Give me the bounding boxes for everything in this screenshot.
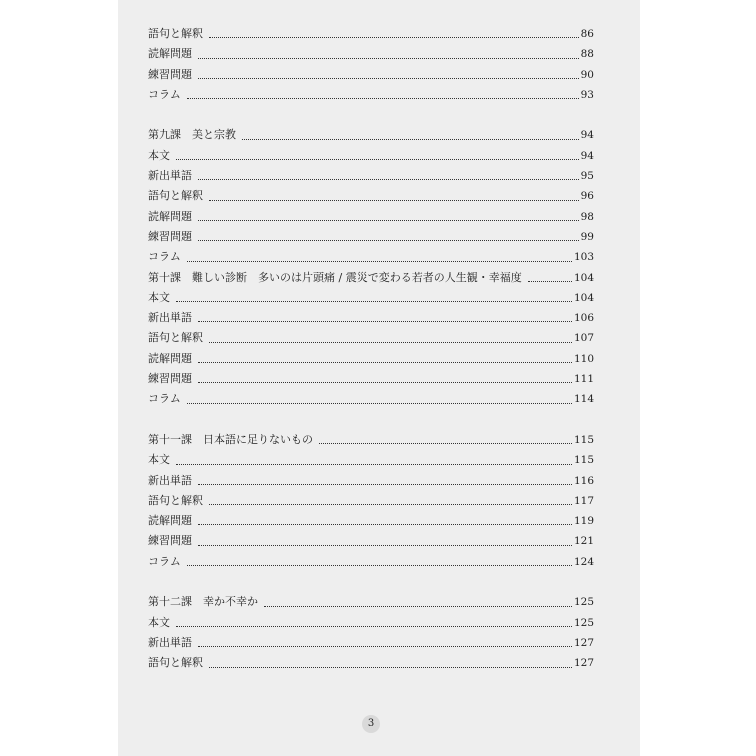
toc-entry-title: 第十二課 幸か不幸か xyxy=(148,595,258,609)
leader-dots xyxy=(176,464,572,465)
toc-entry-title: 読解問題 xyxy=(148,351,192,365)
toc-entry xyxy=(148,85,594,105)
toc-entry xyxy=(148,552,594,572)
toc-entry xyxy=(148,328,594,348)
toc-entry xyxy=(148,430,594,450)
toc-entry-title: 読解問題 xyxy=(148,514,192,528)
leader-dots xyxy=(198,240,579,241)
toc-entry-page: 111 xyxy=(573,373,594,386)
toc-entry-title: 本文 xyxy=(148,453,170,467)
toc-entry-page: 106 xyxy=(573,312,594,325)
toc-entry-title: 語句と解釈 xyxy=(148,493,203,507)
toc-entry-title: コラム xyxy=(148,554,181,568)
toc-entry-title: 新出単語 xyxy=(148,635,192,649)
leader-dots xyxy=(319,443,572,444)
toc-entry-title: 練習問題 xyxy=(148,229,192,243)
leader-dots xyxy=(209,342,572,343)
toc-entry-page: 125 xyxy=(573,596,594,609)
toc-entry-title: 語句と解釈 xyxy=(148,656,203,670)
toc-entry-title: 練習問題 xyxy=(148,67,192,81)
toc-entry-page: 104 xyxy=(573,291,594,304)
toc-entry-page: 86 xyxy=(580,28,594,40)
toc-entry xyxy=(148,186,594,206)
toc-entry xyxy=(148,653,594,673)
toc-entry xyxy=(148,65,594,85)
toc-entry-title: コラム xyxy=(148,87,181,101)
toc-entry-page: 115 xyxy=(573,454,594,467)
leader-dots xyxy=(209,37,579,38)
toc-entry-title: 語句と解釈 xyxy=(148,27,203,40)
leader-dots xyxy=(198,646,572,647)
toc-entry-title: 読解問題 xyxy=(148,47,192,61)
toc-entry-page: 127 xyxy=(573,636,594,649)
leader-dots xyxy=(187,565,572,566)
toc-entry xyxy=(148,633,594,653)
toc-entry xyxy=(148,125,594,145)
toc-entry xyxy=(148,44,594,64)
toc-entry xyxy=(148,146,594,166)
leader-dots xyxy=(198,58,579,59)
toc-entry xyxy=(148,450,594,470)
toc-entry-page: 119 xyxy=(573,515,594,528)
toc-entry-page: 127 xyxy=(573,657,594,670)
toc-entry-page: 90 xyxy=(580,68,594,81)
leader-dots xyxy=(198,179,579,180)
page-number: 3 xyxy=(362,715,380,733)
leader-dots xyxy=(198,382,572,383)
leader-dots xyxy=(264,606,572,607)
toc-entry-title: 新出単語 xyxy=(148,169,192,183)
toc-entry-title: コラム xyxy=(148,392,181,406)
toc-entry-page: 96 xyxy=(580,190,594,203)
leader-dots xyxy=(176,626,572,627)
leader-dots xyxy=(528,281,572,282)
leader-dots xyxy=(198,545,572,546)
toc-entry xyxy=(148,247,594,267)
toc-entry xyxy=(148,613,594,633)
toc-entry-title: 本文 xyxy=(148,148,170,162)
toc-entry-title: 語句と解釈 xyxy=(148,189,203,203)
table-of-contents xyxy=(148,24,594,674)
toc-entry-title: 本文 xyxy=(148,615,170,629)
toc-entry-page: 94 xyxy=(580,129,594,142)
toc-entry-page: 114 xyxy=(573,393,594,406)
toc-entry-page: 88 xyxy=(580,48,594,61)
section-spacer xyxy=(148,572,594,592)
leader-dots xyxy=(187,98,579,99)
leader-dots xyxy=(209,504,572,505)
toc-entry xyxy=(148,389,594,409)
toc-entry xyxy=(148,491,594,511)
leader-dots xyxy=(187,261,572,262)
toc-entry-page: 93 xyxy=(580,88,594,101)
toc-entry-title: 練習問題 xyxy=(148,372,192,386)
toc-entry xyxy=(148,227,594,247)
toc-entry-title: 新出単語 xyxy=(148,473,192,487)
toc-entry-title: 第十一課 日本語に足りないもの xyxy=(148,432,313,446)
toc-entry xyxy=(148,308,594,328)
toc-entry xyxy=(148,166,594,186)
toc-entry-page: 95 xyxy=(580,170,594,183)
toc-entry-title: 第九課 美と宗教 xyxy=(148,128,236,142)
toc-entry-page: 98 xyxy=(580,210,594,223)
toc-entry xyxy=(148,288,594,308)
leader-dots xyxy=(209,200,579,201)
toc-entry xyxy=(148,268,594,288)
toc-entry xyxy=(148,349,594,369)
toc-entry xyxy=(148,531,594,551)
leader-dots xyxy=(187,403,572,404)
toc-entry-page: 125 xyxy=(573,616,594,629)
toc-entry-page: 124 xyxy=(573,555,594,568)
toc-entry-page: 115 xyxy=(573,433,594,446)
leader-dots xyxy=(198,220,579,221)
toc-entry-title: 語句と解釈 xyxy=(148,331,203,345)
section-spacer xyxy=(148,410,594,430)
toc-entry-title: 新出単語 xyxy=(148,311,192,325)
toc-entry-page: 99 xyxy=(580,230,594,243)
toc-entry xyxy=(148,471,594,491)
leader-dots xyxy=(176,159,579,160)
section-spacer xyxy=(148,105,594,125)
toc-entry xyxy=(148,592,594,612)
toc-entry-page: 103 xyxy=(573,251,594,264)
toc-entry xyxy=(148,369,594,389)
toc-entry xyxy=(148,24,594,44)
leader-dots xyxy=(198,78,579,79)
leader-dots xyxy=(198,362,572,363)
toc-entry-page: 117 xyxy=(573,494,594,507)
toc-entry-title: コラム xyxy=(148,250,181,264)
toc-entry xyxy=(148,207,594,227)
toc-entry-page: 110 xyxy=(573,352,594,365)
leader-dots xyxy=(198,321,572,322)
leader-dots xyxy=(176,301,572,302)
leader-dots xyxy=(198,484,572,485)
leader-dots xyxy=(209,667,572,668)
toc-entry-page: 116 xyxy=(573,474,594,487)
leader-dots xyxy=(242,139,579,140)
toc-entry-page: 121 xyxy=(573,535,594,548)
toc-entry-page: 104 xyxy=(573,271,594,284)
toc-entry-title: 本文 xyxy=(148,290,170,304)
toc-entry-title: 練習問題 xyxy=(148,534,192,548)
toc-entry-title: 読解問題 xyxy=(148,209,192,223)
toc-entry-page: 107 xyxy=(573,332,594,345)
leader-dots xyxy=(198,524,572,525)
toc-entry-title: 第十課 難しい診断 多いのは片頭痛 / 震災で変わる若者の人生観・幸福度 xyxy=(148,270,522,284)
toc-entry xyxy=(148,511,594,531)
toc-entry-page: 94 xyxy=(580,149,594,162)
